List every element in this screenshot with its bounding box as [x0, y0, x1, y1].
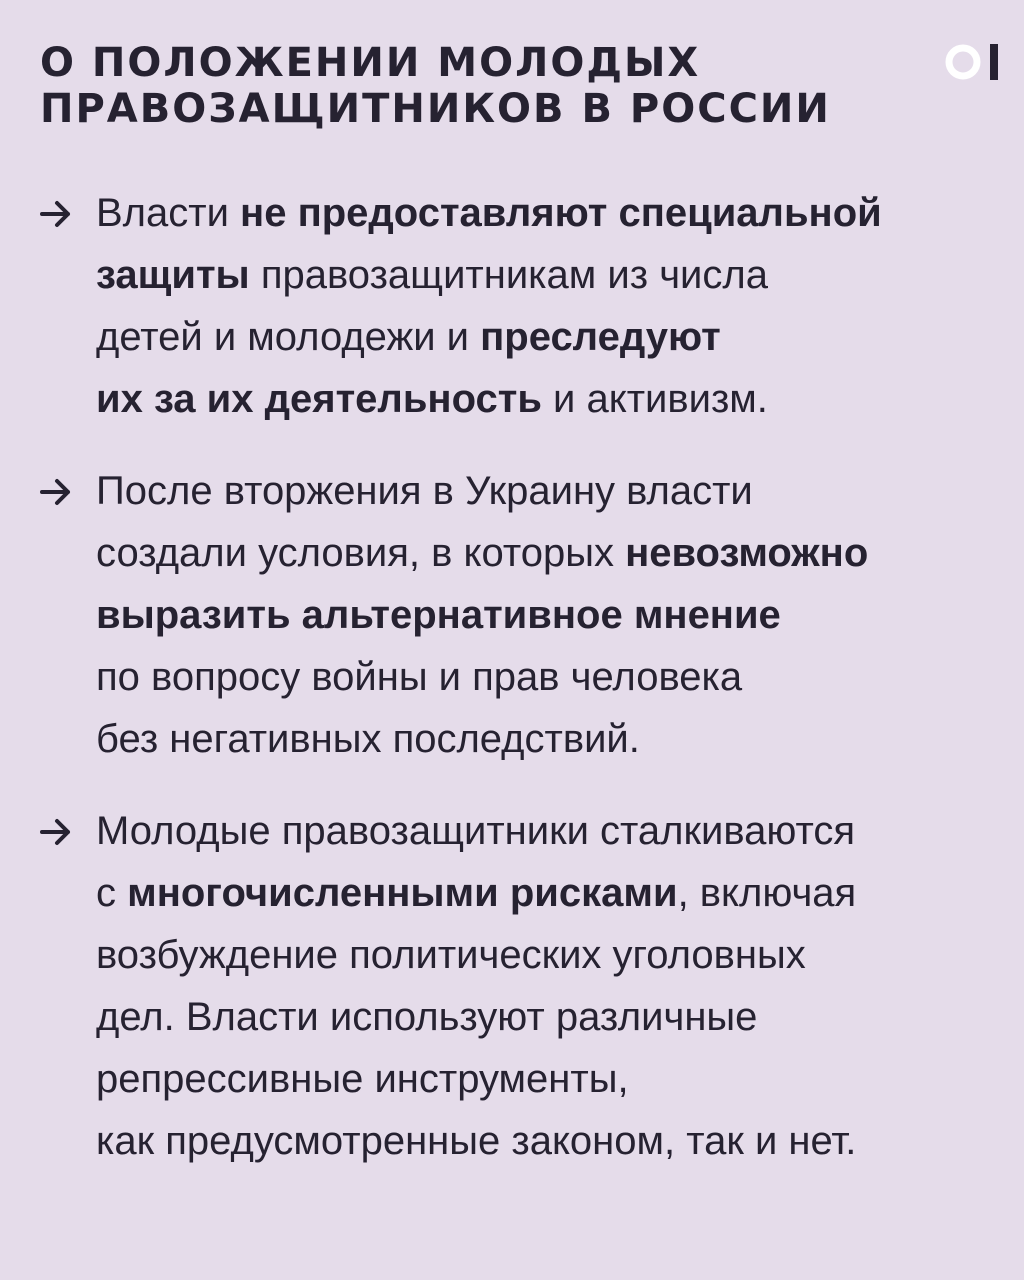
- bullet-text-line: [96, 522, 1000, 584]
- bullet-text-line: [96, 368, 1000, 430]
- text-segment: , включая: [677, 871, 857, 915]
- text-segment: без негативных последствий.: [96, 717, 640, 761]
- text-segment: с: [96, 871, 128, 915]
- bold-text-segment: многочисленными рисками: [127, 871, 678, 915]
- arrow-right-icon: [40, 818, 72, 846]
- text-segment: создали условия, в которых: [96, 531, 626, 575]
- bullet-text-line: [96, 924, 1000, 986]
- bold-text-segment: невозможно: [625, 531, 869, 575]
- bold-text-segment: выразить альтернативное мнение: [96, 593, 781, 637]
- bullet-text-line: [96, 182, 1000, 244]
- bold-text-segment: преследуют: [480, 315, 721, 359]
- bullet-list: [40, 182, 1000, 1172]
- text-segment: правозащитникам из числа: [249, 253, 768, 297]
- text-segment: возбуждение политических уголовных: [96, 933, 806, 977]
- bullet-text-line: [96, 1048, 1000, 1110]
- bullet-text-line: [96, 800, 1000, 862]
- ovd-logo-icon: [944, 40, 1004, 84]
- text-segment: После вторжения в Украину власти: [96, 469, 753, 513]
- text-segment: Молодые правозащитники сталкиваются: [96, 809, 856, 853]
- bullet-text-line: [96, 244, 1000, 306]
- text-segment: по вопросу войны и прав человека: [96, 655, 743, 699]
- bullet-text-line: [96, 460, 1000, 522]
- arrow-right-icon: [40, 478, 72, 506]
- text-segment: дел. Власти используют различные: [96, 995, 758, 1039]
- bullet-item: [40, 460, 1000, 770]
- text-segment: как предусмотренные законом, так и нет.: [96, 1119, 857, 1163]
- bullet-text-line: [96, 646, 1000, 708]
- page-title-line: О ПОЛОЖЕНИИ МОЛОДЫХ: [40, 40, 701, 86]
- bold-text-segment: не предоставляют специальной: [240, 191, 882, 235]
- arrow-right-icon: [40, 200, 72, 228]
- bullet-text-line: [96, 986, 1000, 1048]
- bullet-item: [40, 182, 1000, 430]
- bullet-text-line: [96, 306, 1000, 368]
- bullet-text-line: [96, 1110, 1000, 1172]
- bullet-text-line: [96, 584, 1000, 646]
- bullet-text-line: [96, 862, 1000, 924]
- text-segment: Власти: [96, 191, 241, 235]
- page-title-line: ПРАВОЗАЩИТНИКОВ В РОССИИ: [40, 86, 831, 132]
- text-segment: репрессивные инструменты,: [96, 1057, 629, 1101]
- page-title: [40, 40, 831, 132]
- bold-text-segment: их за их деятельность: [96, 377, 542, 421]
- text-segment: детей и молодежи и: [96, 315, 481, 359]
- bullet-item: [40, 800, 1000, 1172]
- text-segment: и активизм.: [541, 377, 768, 421]
- bold-text-segment: защиты: [96, 253, 250, 297]
- bullet-text-line: [96, 708, 1000, 770]
